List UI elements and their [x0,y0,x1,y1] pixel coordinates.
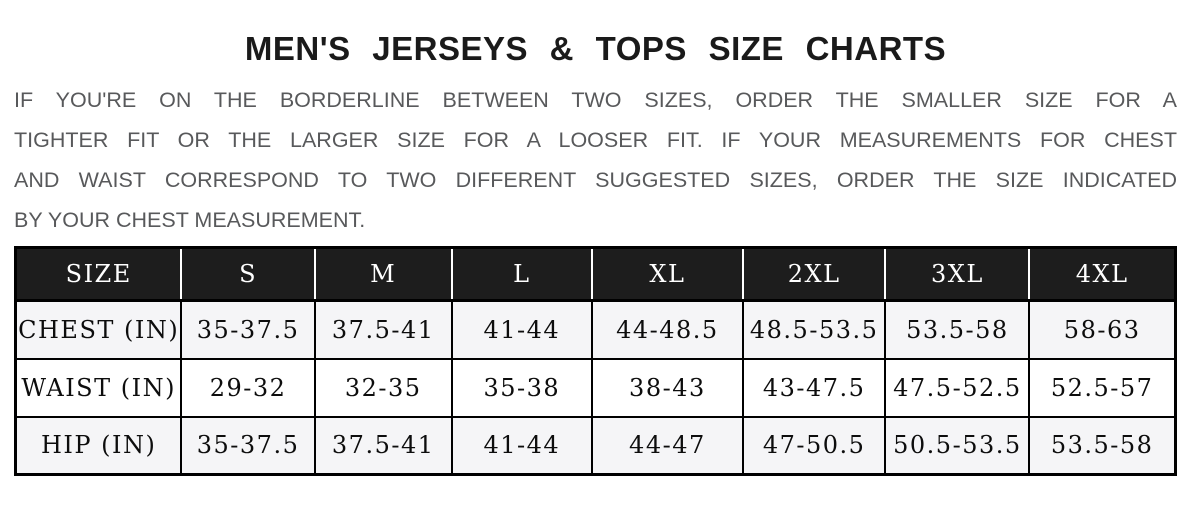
hip-s-cell: 35-37.5 [181,417,314,475]
header-cell-s: S [181,248,314,301]
hip-m-cell: 37.5-41 [315,417,452,475]
intro-line-3: AND WAIST CORRESPOND TO TWO DIFFERENT SUGGESTED SIZES, ORDER THE SIZE INDICATED [14,168,1177,192]
hip-l-cell: 41-44 [452,417,592,475]
waist-m-cell: 32-35 [315,359,452,417]
table-row-chest [16,301,1176,359]
chest-2xl-cell: 48.5-53.5 [743,301,886,359]
header-cell-size: SIZE [16,248,182,301]
table-row-waist [16,359,1176,417]
intro-line-4: BY YOUR CHEST MEASUREMENT. [14,208,366,232]
hip-xl-cell: 44-47 [592,417,743,475]
row-label-hip: HIP (IN) [16,417,182,475]
header-cell-3xl: 3XL [885,248,1029,301]
size-chart-table [14,246,1177,476]
intro-line-2: TIGHTER FIT OR THE LARGER SIZE FOR A LOOSER FIT. IF YOUR MEASUREMENTS FOR CHEST [14,128,1177,152]
waist-xl-cell: 38-43 [592,359,743,417]
waist-l-cell: 35-38 [452,359,592,417]
row-label-waist: WAIST (IN) [16,359,182,417]
intro-line-1: IF YOU'RE ON THE BORDERLINE BETWEEN TWO SIZES, ORDER THE SMALLER SIZE FOR A [14,88,1177,112]
intro-paragraph [14,80,1177,240]
waist-s-cell: 29-32 [181,359,314,417]
waist-4xl-cell: 52.5-57 [1029,359,1175,417]
chest-l-cell: 41-44 [452,301,592,359]
header-cell-m: M [315,248,452,301]
header-cell-2xl: 2XL [743,248,886,301]
header-cell-xl: XL [592,248,743,301]
waist-3xl-cell: 47.5-52.5 [885,359,1029,417]
hip-2xl-cell: 47-50.5 [743,417,886,475]
page-title: MEN'S JERSEYS & TOPS SIZE CHARTS [244,30,947,67]
hip-3xl-cell: 50.5-53.5 [885,417,1029,475]
chest-4xl-cell: 58-63 [1029,301,1175,359]
table-header-row [16,248,1176,301]
hip-4xl-cell: 53.5-58 [1029,417,1175,475]
chest-m-cell: 37.5-41 [315,301,452,359]
chest-3xl-cell: 53.5-58 [885,301,1029,359]
chest-xl-cell: 44-48.5 [592,301,743,359]
row-label-chest: CHEST (IN) [16,301,182,359]
header-cell-4xl: 4XL [1029,248,1175,301]
waist-2xl-cell: 43-47.5 [743,359,886,417]
chest-s-cell: 35-37.5 [181,301,314,359]
header-cell-l: L [452,248,592,301]
table-row-hip [16,417,1176,475]
